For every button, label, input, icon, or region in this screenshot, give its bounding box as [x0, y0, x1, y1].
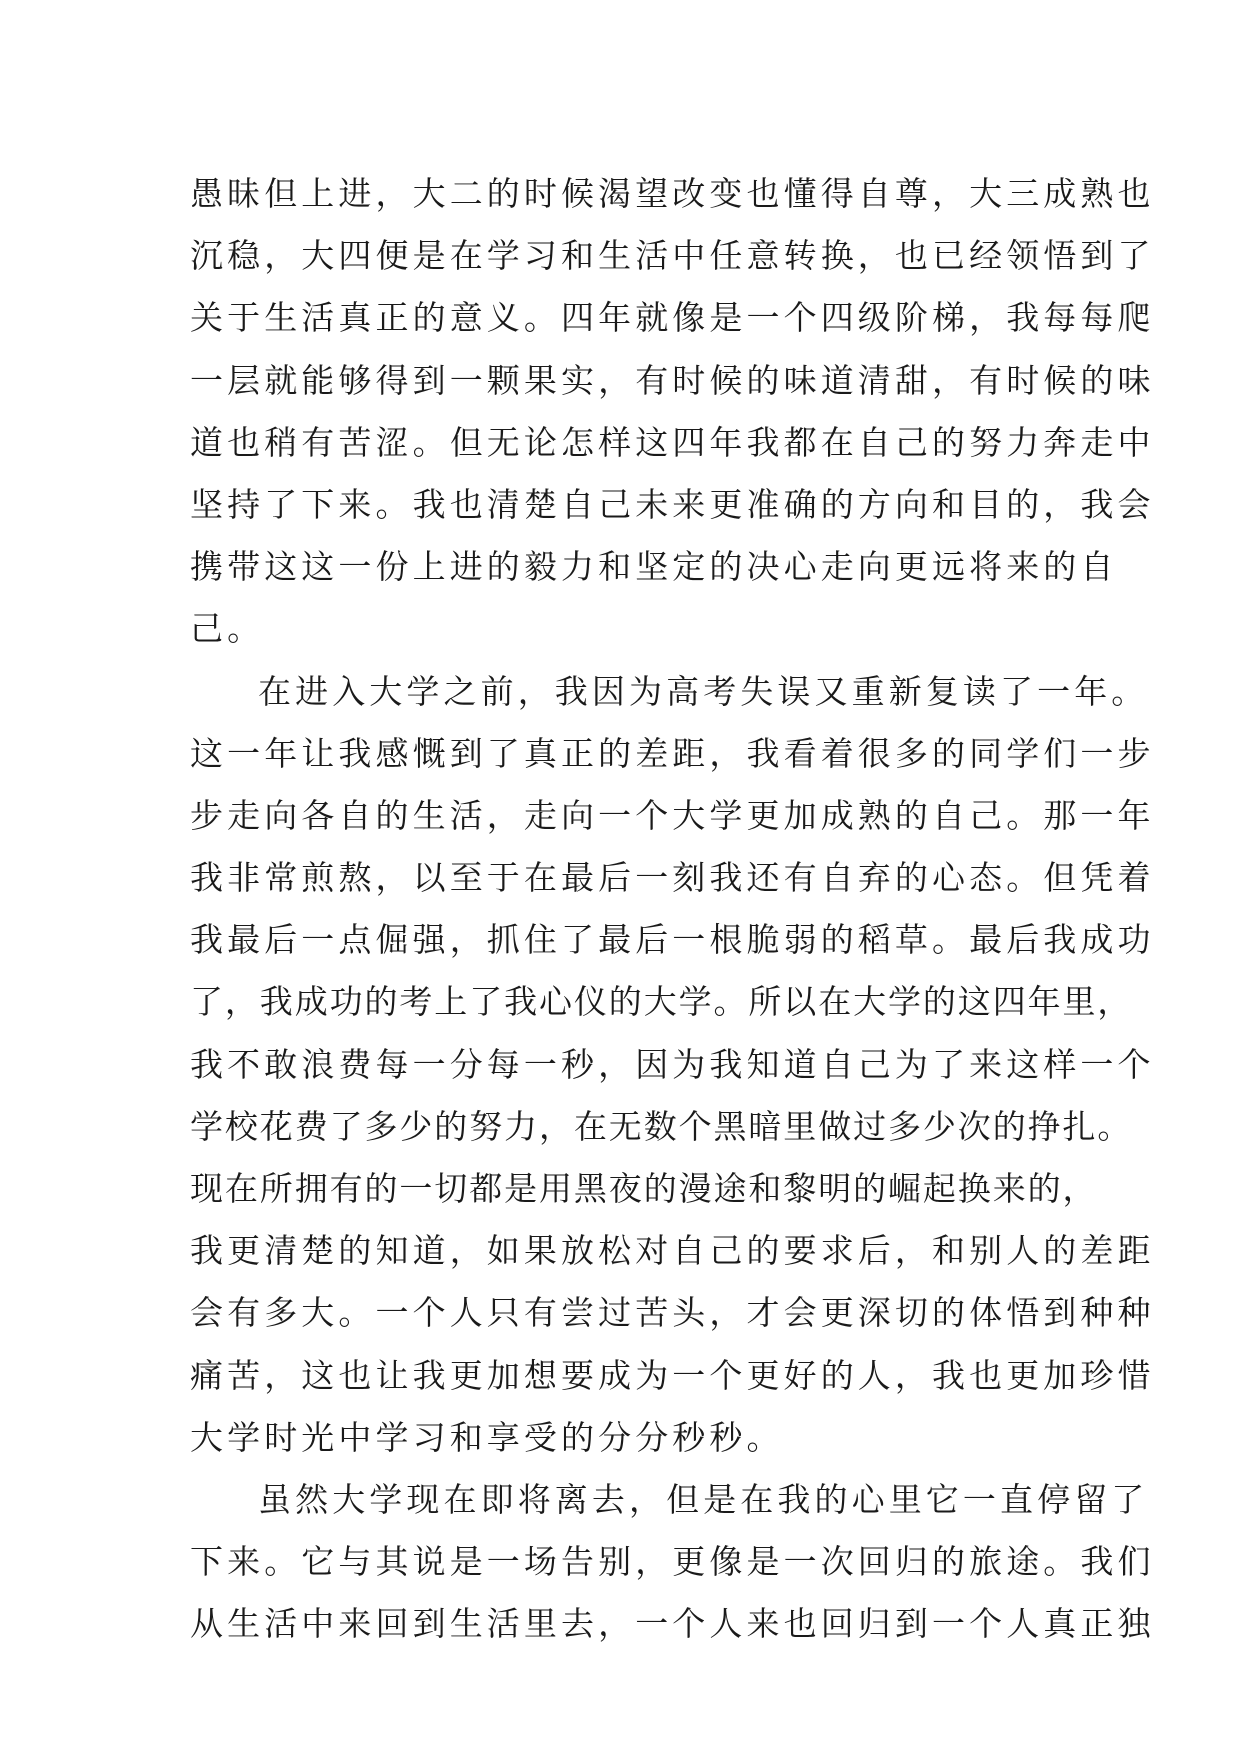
- text-line: 大学时光中学习和享受的分分秒秒。: [190, 1417, 784, 1457]
- text-line: 我更清楚的知道，如果放松对自己的要求后，和别人的差距: [190, 1231, 1155, 1271]
- text-line: 关于生活真正的意义。四年就像是一个四级阶梯，我每每爬: [190, 298, 1155, 338]
- text-line: 一层就能够得到一颗果实，有时候的味道清甜，有时候的味: [190, 360, 1155, 400]
- text-line: 坚持了下来。我也清楚自己未来更准确的方向和目的，我会: [190, 484, 1155, 524]
- text-line: 我最后一点倔强，抓住了最后一根脆弱的稻草。最后我成功: [190, 920, 1155, 960]
- text-line: 沉稳，大四便是在学习和生活中任意转换，也已经领悟到了: [190, 236, 1155, 276]
- text-line: 会有多大。一个人只有尝过苦头，才会更深切的体悟到种种: [190, 1293, 1155, 1333]
- body-text: [190, 163, 1155, 1656]
- text-line: 现在所拥有的一切都是用黑夜的漫途和黎明的崛起换来的，: [190, 1169, 1098, 1208]
- text-line: 痛苦，这也让我更加想要成为一个更好的人，我也更加珍惜: [190, 1355, 1155, 1395]
- paragraph-first-line: 在进入大学之前，我因为高考失误又重新复读了一年。: [258, 671, 1149, 711]
- text-line: 愚昧但上进，大二的时候渴望改变也懂得自尊，大三成熟也: [190, 174, 1155, 213]
- text-line: 步走向各自的生活，走向一个大学更加成熟的自己。那一年: [190, 795, 1155, 835]
- text-line: 这一年让我感慨到了真正的差距，我看着很多的同学们一步: [190, 733, 1155, 773]
- text-line: 我不敢浪费每一分每一秒，因为我知道自己为了来这样一个: [190, 1044, 1155, 1084]
- text-line: 我非常煎熬，以至于在最后一刻我还有自弃的心态。但凭着: [190, 858, 1155, 898]
- text-line: 学校花费了多少的努力，在无数个黑暗里做过多少次的挣扎。: [190, 1106, 1133, 1146]
- text-line: 道也稍有苦涩。但无论怎样这四年我都在自己的努力奔走中: [190, 422, 1155, 462]
- text-line: 从生活中来回到生活里去，一个人来也回归到一个人真正独: [190, 1604, 1155, 1644]
- text-line: 己。: [190, 609, 265, 649]
- text-line: 下来。它与其说是一场告别，更像是一次回归的旅途。我们: [190, 1542, 1155, 1582]
- text-line: 携带这这一份上进的毅力和坚定的决心走向更远将来的自: [190, 547, 1118, 587]
- paragraph-first-line: 虽然大学现在即将离去，但是在我的心里它一直停留了: [258, 1479, 1149, 1519]
- text-line: 了，我成功的考上了我心仪的大学。所以在大学的这四年里，: [190, 982, 1133, 1022]
